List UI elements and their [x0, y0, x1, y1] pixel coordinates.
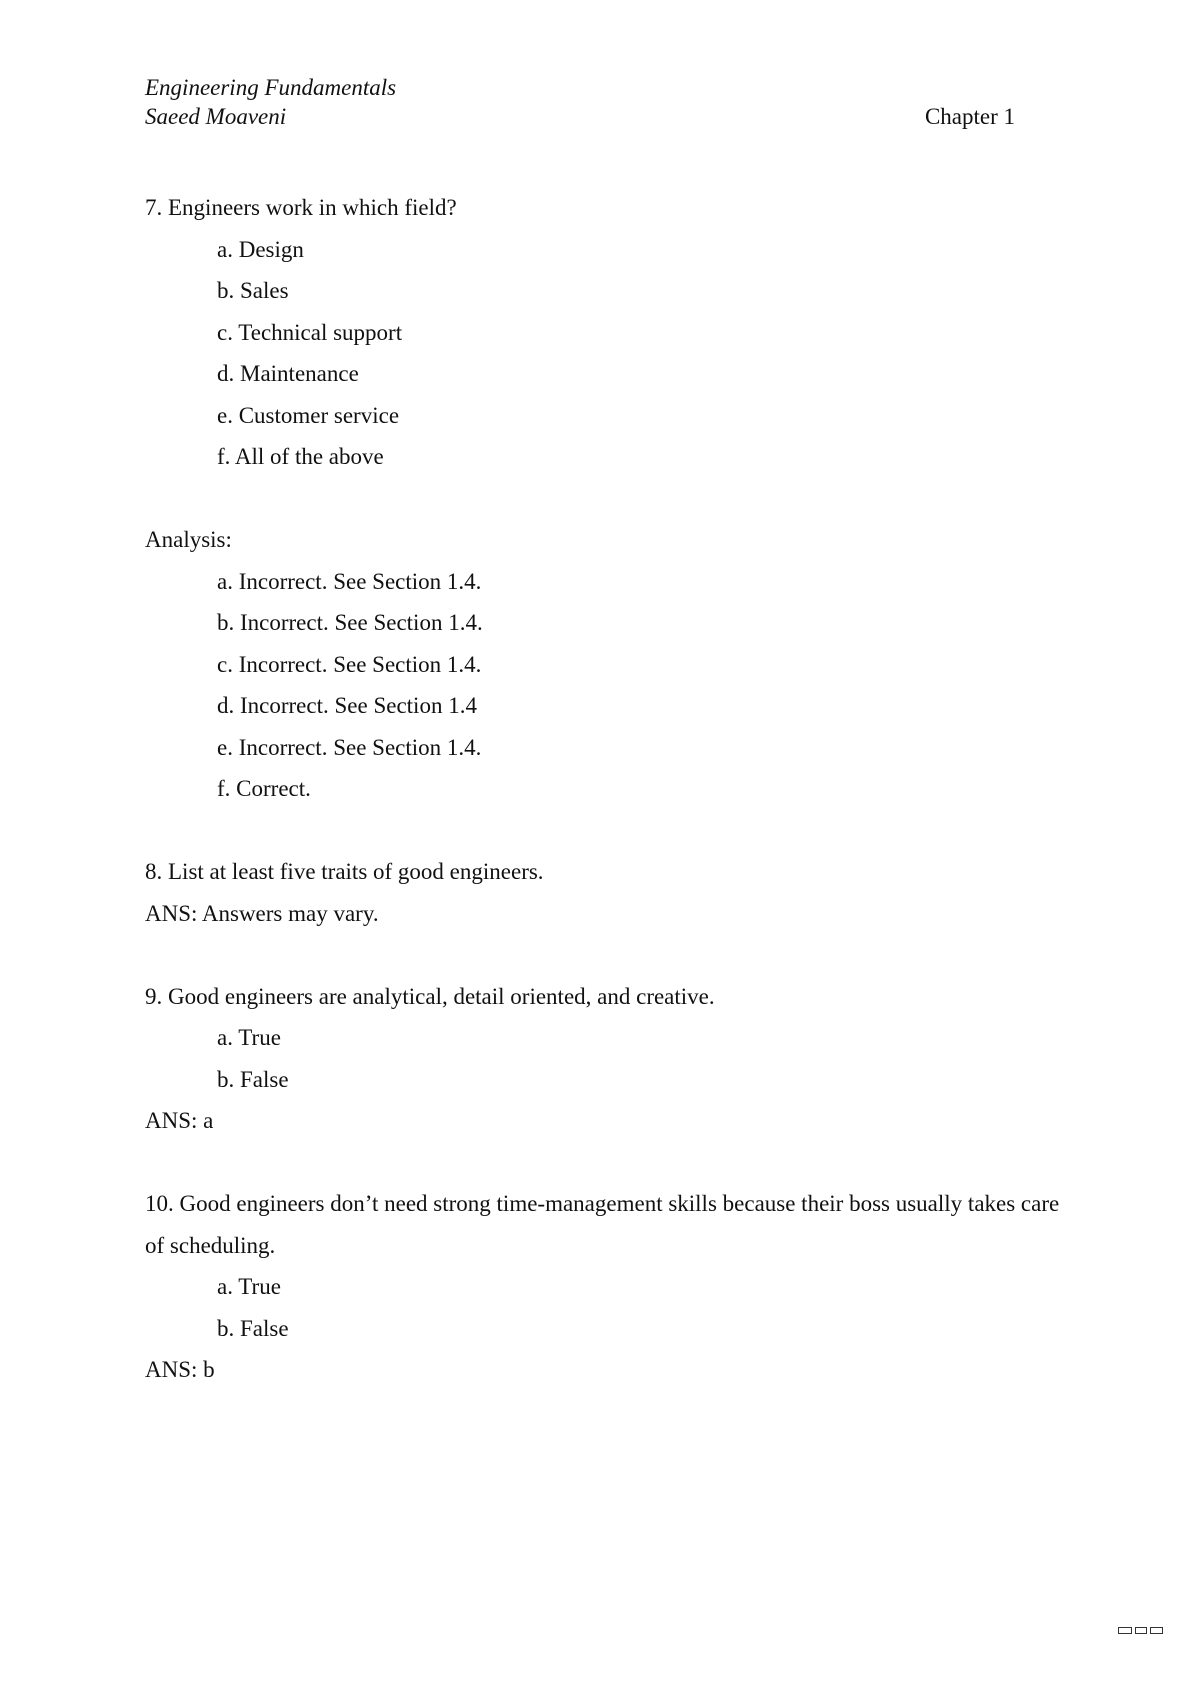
footer-mark-box — [1135, 1627, 1147, 1634]
analysis-f: f. Correct. — [217, 776, 311, 801]
q7-option-b: b. Sales — [217, 278, 289, 303]
analysis-c: c. Incorrect. See Section 1.4. — [217, 651, 482, 677]
q7-option-c: c. Technical support — [217, 319, 403, 345]
q10-option-b: b. False — [217, 1315, 289, 1341]
footer-mark-icon — [1118, 1627, 1166, 1635]
analysis-label: Analysis: — [145, 527, 232, 552]
q9-option-b: b. False — [217, 1066, 289, 1092]
book-title: Engineering Fundamentals — [145, 75, 397, 100]
q7-option-d: d. Maintenance — [217, 361, 359, 386]
q7-option-f: f. All of the above — [217, 444, 384, 469]
q10-answer: ANS: b — [145, 1357, 215, 1382]
chapter-label: Chapter 1 — [924, 104, 1015, 129]
q9-option-a: a. True — [217, 1025, 281, 1050]
author-name: Saeed Moaveni — [145, 104, 287, 129]
question-8: 8. List at least five traits of good engineers. — [145, 859, 544, 884]
spacer — [145, 1142, 1065, 1184]
question-10: 10. Good engineers don’t need strong time-management skills because their boss usually takes care of scheduling. — [145, 1191, 1060, 1258]
analysis-a: a. Incorrect. See Section 1.4. — [217, 568, 482, 594]
q7-option-e: e. Customer service — [217, 402, 400, 428]
q7-option-a: a. Design — [217, 236, 304, 262]
footer-mark-box — [1118, 1627, 1132, 1634]
q9-answer: ANS: a — [145, 1108, 214, 1133]
analysis-d: d. Incorrect. See Section 1.4 — [217, 693, 477, 718]
q10-option-a: a. True — [217, 1274, 281, 1299]
spacer — [145, 478, 1065, 520]
q8-answer: ANS: Answers may vary. — [145, 900, 379, 926]
spacer — [145, 810, 1065, 852]
question-9: 9. Good engineers are analytical, detail oriented, and creative. — [145, 983, 715, 1009]
footer-mark-box — [1150, 1627, 1163, 1634]
analysis-e: e. Incorrect. See Section 1.4. — [217, 734, 482, 760]
analysis-b: b. Incorrect. See Section 1.4. — [217, 610, 483, 635]
page-content — [145, 187, 1065, 1391]
question-7: 7. Engineers work in which field? — [145, 195, 457, 220]
spacer — [145, 934, 1065, 976]
page-header — [145, 73, 1015, 131]
